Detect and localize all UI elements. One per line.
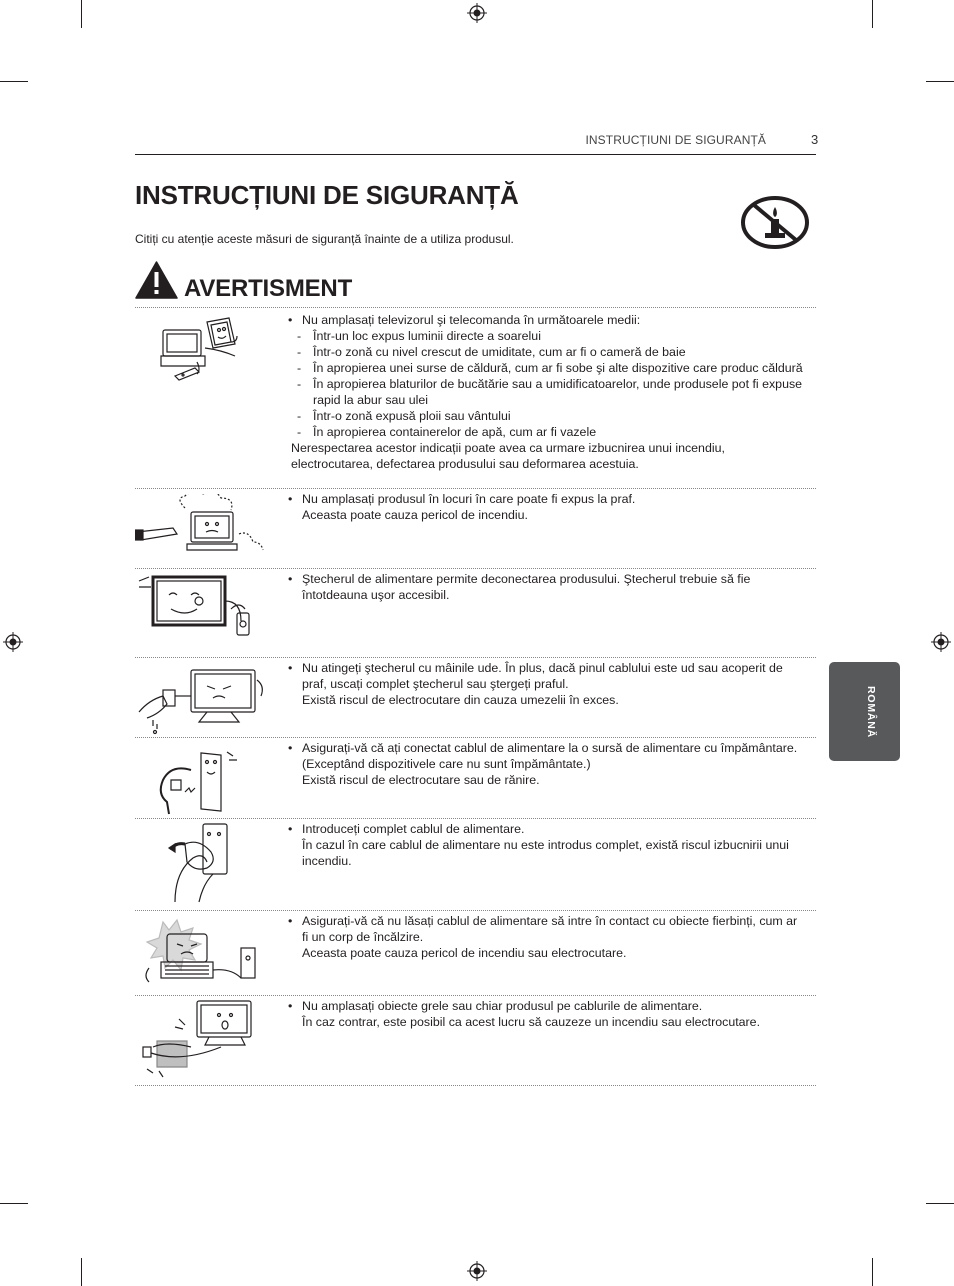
crop-mark — [926, 81, 954, 82]
illustration-grounded-outlet — [135, 740, 275, 815]
illustration-tv-environment — [135, 312, 275, 390]
bullet-text: • Asigurați-vă că nu lăsați cablul de alimentare să intre în contact cu obiecte fierbinți, cum ar fi un corp de încălzire. — [286, 913, 806, 945]
separator — [135, 488, 816, 489]
crop-mark — [926, 1203, 954, 1204]
safety-item — [286, 821, 806, 869]
registration-mark-icon — [3, 632, 23, 652]
dash-text: - Într-o zonă expusă ploii sau vântului — [286, 408, 806, 424]
bullet-text: • Nu amplasați produsul în locuri în care poate fi expus la praf. — [286, 491, 806, 507]
separator — [135, 910, 816, 911]
safety-item — [286, 491, 806, 523]
crop-mark — [872, 0, 873, 28]
crop-mark — [81, 0, 82, 28]
separator — [135, 568, 816, 569]
dash-text: - Într-o zonă cu nivel crescut de umiditate, cum ar fi o cameră de baie — [286, 344, 806, 360]
safety-item — [286, 913, 806, 961]
bullet-continuation: Aceasta poate cauza pericol de incendiu. — [302, 508, 528, 522]
safety-item — [286, 740, 806, 788]
dash-text: - În apropierea containerelor de apă, cum ar fi vazele — [286, 424, 806, 440]
safety-item — [286, 660, 806, 708]
dash-text: - Într-un loc expus luminii directe a soarelui — [286, 328, 806, 344]
dash-text: - În apropierea unei surse de căldură, cum ar fi sobe şi alte dispozitive care produc căldură — [286, 360, 806, 376]
dash-text: - În apropierea blaturilor de bucătărie sau a umidificatoarelor, unde produsele pot fi expuse rapid la abur sau ulei — [286, 376, 806, 408]
bullet-continuation: Există riscul de electrocutare sau de rănire. — [302, 773, 540, 787]
safety-item — [286, 312, 806, 472]
bullet-continuation: În cazul în care cablul de alimentare nu este introdus complet, există riscul izbucnirii unui incendiu. — [302, 838, 789, 868]
crop-mark — [872, 1258, 873, 1286]
page-title: INSTRUCȚIUNI DE SIGURANȚĂ — [135, 180, 519, 210]
illustration-heavy-objects — [135, 997, 275, 1079]
illustration-dust — [135, 494, 275, 564]
warning-heading: AVERTISMENT — [184, 275, 353, 302]
bullet-continuation: Există riscul de electrocutare din cauza umezelii în exces. — [302, 693, 619, 707]
safety-item — [286, 998, 806, 1030]
illustration-wet-hands — [135, 660, 275, 735]
bullet-continuation: În caz contrar, este posibil ca acest lucru să cauzeze un incendiu sau electrocutare. — [302, 1015, 761, 1029]
note-text: Nerespectarea acestor indicații poate avea ca urmare izbucnirea unui incendiu, electrocutarea, defectarea produsului sau deformarea acestuia. — [291, 441, 725, 471]
bullet-continuation: Aceasta poate cauza pericol de incendiu sau electrocutare. — [302, 946, 627, 960]
warning-triangle-icon — [135, 261, 178, 299]
separator — [135, 657, 816, 658]
bullet-text: • Introduceți complet cablul de alimentare. — [286, 821, 806, 837]
separator — [135, 995, 816, 996]
illustration-insert-plug — [135, 820, 275, 905]
crop-mark — [0, 1203, 28, 1204]
bullet-text: • Nu amplasați televizorul şi telecomanda în următoarele medii: — [286, 312, 806, 328]
registration-mark-icon — [931, 632, 951, 652]
bullet-text: • Asigurați-vă că ați conectat cablul de alimentare la o sursă de alimentare cu împământare. (Exceptând dispozitivele care nu sunt împământate.) — [286, 740, 806, 772]
bullet-text: • Nu atingeți ştecherul cu mâinile ude. În plus, dacă pinul cablului este ud sau acoperit de praf, uscați complet ştecherul sau ştergeți praful. — [286, 660, 806, 692]
separator — [135, 1085, 816, 1086]
registration-mark-icon — [467, 1261, 487, 1281]
separator — [135, 818, 816, 819]
language-tab-label: ROMÂNĂ — [865, 685, 877, 738]
page-number: 3 — [811, 132, 819, 147]
illustration-heater — [135, 912, 275, 992]
running-header: INSTRUCȚIUNI DE SIGURANȚĂ — [585, 133, 766, 147]
crop-mark — [0, 81, 28, 82]
no-candle-icon — [740, 195, 810, 250]
header-rule — [135, 154, 816, 155]
intro-text: Citiți cu atenție aceste măsuri de siguranță înainte de a utiliza produsul. — [135, 232, 514, 246]
bullet-text: • Nu amplasați obiecte grele sau chiar produsul pe cablurile de alimentare. — [286, 998, 806, 1014]
registration-mark-icon — [467, 3, 487, 23]
illustration-plug-access — [135, 573, 275, 645]
safety-item — [286, 571, 806, 603]
language-tab — [829, 662, 900, 761]
bullet-text: • Ştecherul de alimentare permite deconectarea produsului. Ştecherul trebuie să fie întotdeauna uşor accesibil. — [286, 571, 806, 603]
separator — [135, 307, 816, 308]
crop-mark — [81, 1258, 82, 1286]
separator — [135, 737, 816, 738]
